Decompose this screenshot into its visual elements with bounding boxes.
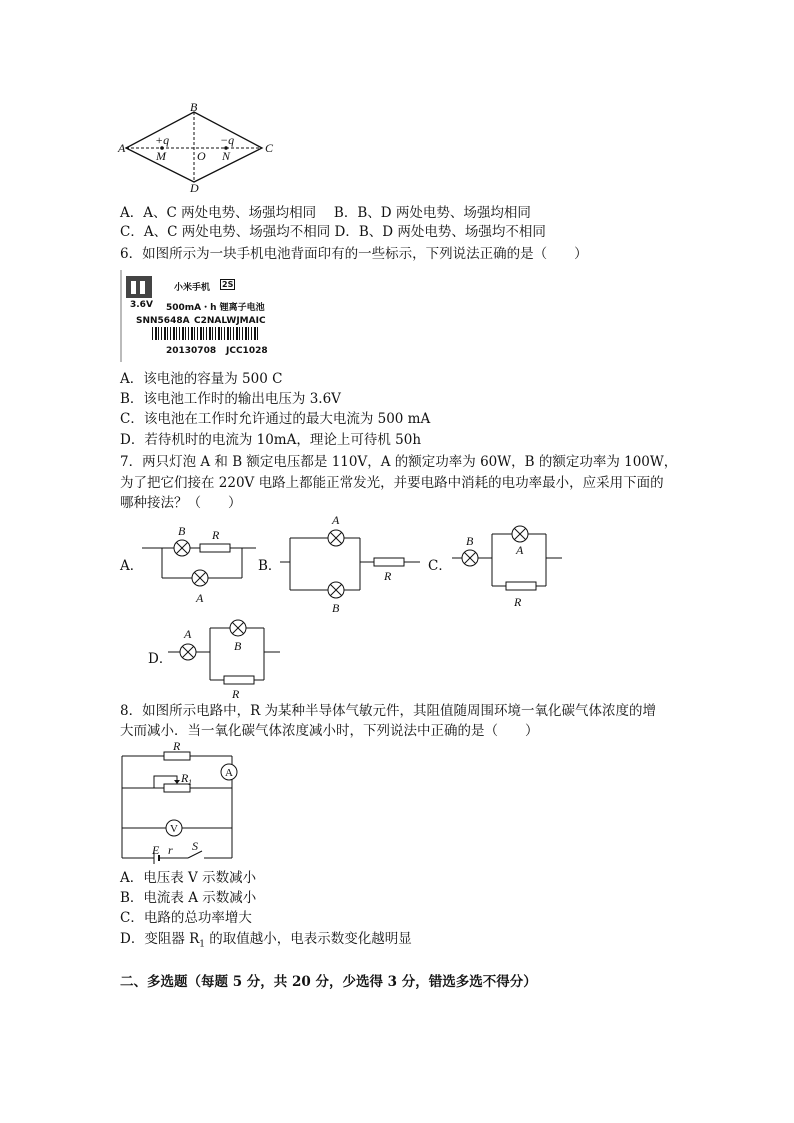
q6-stem: 6．如图所示为一块手机电池背面印有的一些标示，下列说法正确的是（ ） (120, 246, 588, 262)
battery-brand: 小米手机 (174, 283, 211, 293)
barcode-icon (152, 327, 260, 340)
q8-label-r: r (168, 843, 173, 857)
q8-option-d-pre: D．变阻器 R (120, 931, 200, 947)
q8-circuit (118, 739, 248, 862)
q8-option-c: C．电路的总功率增大 (120, 910, 252, 926)
q5-options-cd: C．A、C 两处电势、场强均不相同 D．B、D 两处电势、场强均不相同 (120, 224, 546, 240)
q5-label-C: C (265, 141, 274, 155)
q8-label-R: R (173, 739, 181, 753)
q5-label-minus-q: −q (220, 133, 235, 147)
battery-code-3: JCC1028 (226, 346, 268, 356)
q7a-label-A: A (196, 591, 204, 605)
battery-code-2: C2NALWJMAIC (194, 316, 266, 326)
q8-option-b: B．电流表 A 示数减小 (120, 890, 257, 906)
q7d-label-B: B (234, 639, 242, 653)
q7-circuit-d (168, 618, 298, 701)
q5-label-D: D (190, 181, 199, 195)
q8-option-d (120, 930, 412, 954)
q7-option-d-letter: D． (148, 651, 173, 667)
q7a-label-B: B (178, 524, 186, 538)
q5-rhombus-figure (118, 100, 278, 195)
q7-stem-line-1: 7．两只灯泡 A 和 B 额定电压都是 110V，A 的额定功率为 60W，B 的额定功率为 100W， (120, 454, 678, 470)
q5-options-ab: A．A、C 两处电势、场强均相同 B．B、D 两处电势、场强均相同 (120, 205, 531, 221)
q7a-label-R: R (212, 528, 220, 542)
q8-stem-line-1: 8．如图所示电路中，R 为某种半导体气敏元件，其阻值随周围环境一氧化碳气体浓度的增 (120, 703, 657, 719)
q5-label-O: O (197, 149, 206, 163)
q6-option-d: D．若待机时的电流为 10mA，理论上可待机 50h (120, 432, 422, 448)
q8-label-R1: R (181, 771, 189, 785)
q8-stem-line-2: 大而减小．当一氧化碳气体浓度减小时，下列说法中正确的是（ ） (120, 723, 539, 739)
q8-label-S: S (192, 839, 198, 853)
q8-label-E: E (152, 843, 160, 857)
q7-option-b-letter: B． (258, 558, 282, 574)
battery-date: 20130708 (166, 346, 217, 356)
q5-label-M: M (156, 149, 166, 163)
q7d-label-A: A (184, 627, 192, 641)
q7-circuit-b (280, 512, 430, 615)
q7d-label-R: R (232, 687, 240, 701)
q5-label-A: A (118, 141, 126, 155)
battery-code-1: SNN5648A (136, 316, 190, 326)
q7-stem-line-3: 哪种接法？（ ） (120, 495, 242, 511)
battery-voltage: 3.6V (130, 300, 153, 310)
q7c-label-R: R (514, 595, 522, 609)
q8-option-d-sub: 1 (199, 939, 206, 950)
q7b-label-R: R (384, 569, 392, 583)
battery-label-image (120, 270, 280, 362)
q7b-label-B: B (332, 601, 340, 615)
q5-label-B: B (190, 100, 198, 114)
q6-option-c: C．该电池在工作时允许通过的最大电流为 500 mA (120, 411, 431, 427)
q8-option-a: A．电压表 V 示数减小 (120, 870, 257, 886)
battery-brand-tag: 2S (222, 280, 234, 289)
q7-stem-line-2: 为了把它们接在 220V 电路上都能正常发光，并要电路中消耗的电功率最小，应采用下面的 (120, 475, 664, 491)
q7-circuit-a (142, 522, 282, 605)
q5-label-N: N (222, 149, 231, 163)
q7-circuit-c (452, 520, 592, 610)
q8-label-R1-sub: 1 (188, 778, 192, 787)
q5-label-plus-q: +q (155, 133, 170, 147)
q7-option-c-letter: C． (428, 558, 452, 574)
q7c-label-B: B (466, 534, 474, 548)
q8-label-V: V (170, 823, 178, 835)
mi-logo-icon (126, 276, 152, 298)
q7c-label-A: A (516, 543, 524, 557)
q6-option-a: A．该电池的容量为 500 C (120, 371, 283, 387)
q7b-label-A: A (332, 513, 340, 527)
q6-option-b: B．该电池工作时的输出电压为 3.6V (120, 391, 341, 407)
q8-label-A: A (225, 767, 233, 779)
q7-option-a-letter: A． (120, 558, 144, 574)
section-2-heading: 二、多选题（每题 5 分，共 20 分，少选得 3 分，错选多选不得分） (120, 974, 537, 990)
battery-capacity: 500mA・h 锂离子电池 (166, 303, 265, 313)
q8-option-d-post: 的取值越小，电表示数变化越明显 (205, 931, 412, 947)
